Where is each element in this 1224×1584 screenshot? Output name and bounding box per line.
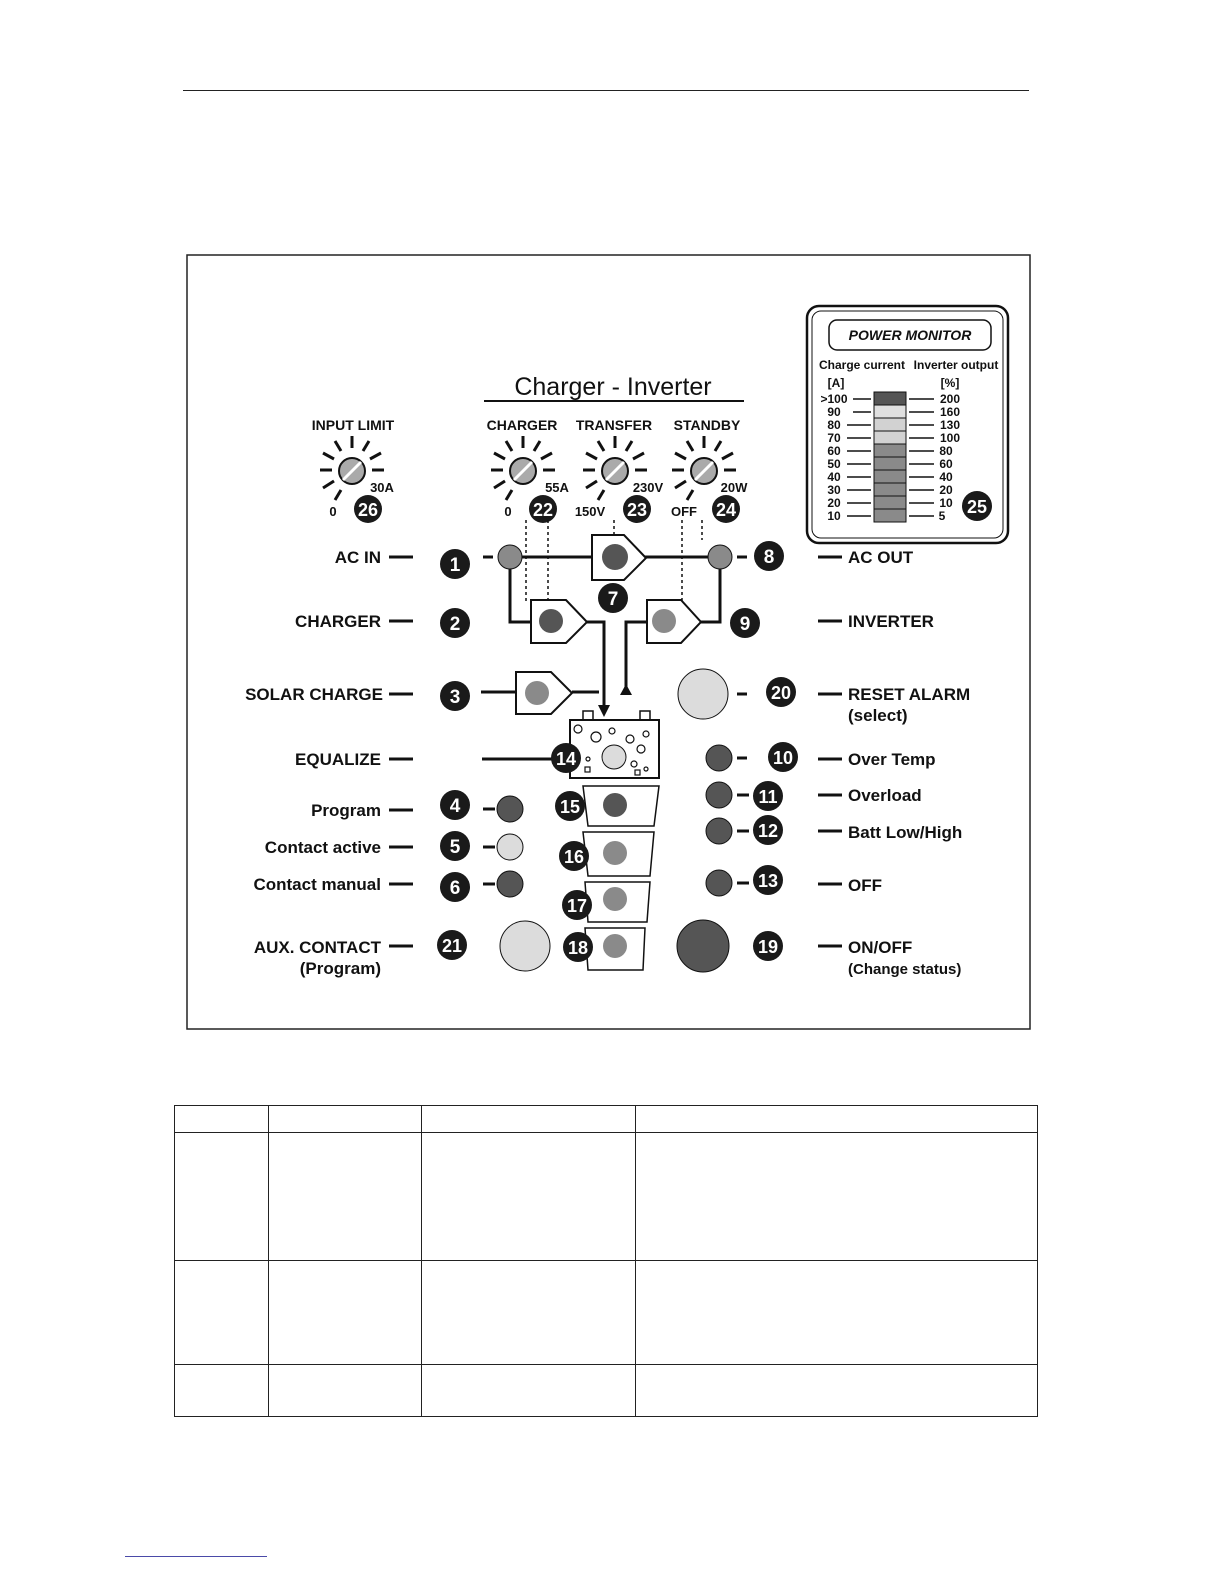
power-monitor (807, 306, 1008, 543)
pm-right-tick: 40 (939, 470, 953, 484)
led-17 (603, 887, 627, 911)
charge-current-unit: [A] (827, 376, 845, 390)
label-ac-out: AC OUT (848, 548, 914, 567)
power-monitor-title: POWER MONITOR (848, 327, 972, 343)
badge-8-text: 8 (763, 547, 775, 568)
pm-segment (874, 444, 906, 457)
pm-right-tick: 60 (939, 457, 953, 471)
table-row (175, 1365, 1038, 1417)
dial-transfer-max: 230V (632, 480, 664, 495)
label-on-off-sub: (Change status) (848, 961, 962, 978)
led-5 (497, 834, 523, 860)
label-reset-alarm: RESET ALARM (848, 685, 971, 704)
dial-transfer-min: 150V (574, 504, 606, 519)
pm-left-tick: 90 (827, 405, 841, 419)
label-ac-in: AC IN (334, 548, 381, 567)
table-cell (636, 1261, 1038, 1365)
led-10 (706, 745, 732, 771)
table-cell (421, 1106, 636, 1133)
led-16 (603, 841, 627, 865)
dial-charger-min: 0 (504, 504, 512, 519)
pm-segment (874, 418, 906, 431)
pm-left-tick: 60 (827, 444, 841, 458)
table-cell (636, 1133, 1038, 1261)
table-cell (175, 1261, 269, 1365)
badge-23-text: 23 (626, 500, 648, 520)
dial-transfer-label: TRANSFER (575, 417, 653, 433)
label-reset-alarm-sub: (select) (848, 706, 908, 725)
label-over-temp: Over Temp (848, 750, 936, 769)
led-1 (498, 545, 522, 569)
table-cell (421, 1365, 636, 1417)
charge-current-header: Charge current (818, 358, 906, 372)
pm-right-tick: 80 (939, 444, 953, 458)
label-aux-contact-sub: (Program) (299, 959, 381, 978)
table-row (175, 1133, 1038, 1261)
table-header-row (175, 1106, 1038, 1133)
badge-25-text: 25 (966, 497, 988, 517)
pm-segment (874, 405, 906, 418)
pm-right-tick: 10 (939, 496, 953, 510)
badge-22-text: 22 (532, 500, 554, 520)
table-cell (421, 1261, 636, 1365)
pm-segment (874, 483, 906, 496)
label-aux-contact: AUX. CONTACT (253, 938, 381, 957)
pm-segment (874, 470, 906, 483)
on-off-button[interactable] (677, 920, 729, 972)
pm-left-tick: 50 (827, 457, 841, 471)
table-cell (421, 1133, 636, 1261)
badge-6-text: 6 (449, 878, 461, 899)
label-inverter: INVERTER (848, 612, 934, 631)
pm-left-tick: 80 (827, 418, 841, 432)
led-15 (603, 793, 627, 817)
pm-right-tick: 200 (939, 392, 961, 406)
pm-left-tick: 30 (827, 483, 841, 497)
dial-input-limit-label: INPUT LIMIT (311, 417, 395, 433)
table-cell (175, 1106, 269, 1133)
table-cell (268, 1133, 421, 1261)
dial-standby-min: OFF (671, 504, 697, 519)
led-13 (706, 870, 732, 896)
badge-13-text: 13 (757, 871, 779, 891)
pm-left-tick: 40 (827, 470, 841, 484)
badge-15-text: 15 (559, 797, 581, 817)
dial-standby-label: STANDBY (673, 417, 741, 433)
pm-left-tick: 10 (827, 509, 841, 523)
label-contact-active: Contact active (264, 838, 381, 857)
badge-10-text: 10 (772, 748, 794, 768)
pm-segment (874, 509, 906, 522)
panel-title: Charger - Inverter (514, 373, 712, 401)
table-row (175, 1261, 1038, 1365)
led-9 (652, 609, 676, 633)
badge-2-text: 2 (449, 614, 461, 635)
dial-input-limit-min: 0 (329, 504, 337, 519)
badge-1-text: 1 (449, 555, 461, 576)
pm-left-tick: >100 (820, 392, 848, 406)
badge-3-text: 3 (449, 687, 461, 708)
led-7 (602, 544, 628, 570)
label-off: OFF (848, 876, 882, 895)
badge-14-text: 14 (555, 749, 577, 769)
label-equalize: EQUALIZE (295, 750, 381, 769)
badge-24-text: 24 (715, 500, 737, 520)
pm-right-tick: 100 (939, 431, 961, 445)
led-6 (497, 871, 523, 897)
badge-4-text: 4 (449, 796, 461, 817)
label-batt-low-high: Batt Low/High (848, 823, 963, 842)
led-2 (539, 609, 563, 633)
badge-26-text: 26 (357, 500, 379, 520)
badge-12-text: 12 (757, 821, 779, 841)
badge-9-text: 9 (739, 614, 751, 635)
pm-right-tick: 5 (938, 509, 946, 523)
table-cell (268, 1106, 421, 1133)
table-cell (636, 1365, 1038, 1417)
pm-segment (874, 496, 906, 509)
dial-input-limit-max: 30A (370, 480, 394, 495)
led-11 (706, 782, 732, 808)
dial-charger-label: CHARGER (486, 417, 558, 433)
pm-segment (874, 392, 906, 405)
badge-5-text: 5 (449, 837, 461, 858)
badge-17-text: 17 (566, 896, 588, 916)
label-charger: CHARGER (295, 612, 381, 631)
badge-7-text: 7 (607, 589, 619, 610)
table-cell (268, 1261, 421, 1365)
dial-standby-max: 20W (720, 480, 748, 495)
led-4 (497, 796, 523, 822)
aux-contact-button[interactable] (500, 921, 550, 971)
led-18 (603, 934, 627, 958)
badge-20-text: 20 (770, 683, 792, 703)
led-8 (708, 545, 732, 569)
pm-left-tick: 20 (827, 496, 841, 510)
pm-right-tick: 130 (939, 418, 961, 432)
table-cell (268, 1365, 421, 1417)
table-cell (636, 1106, 1038, 1133)
badge-11-text: 11 (758, 787, 778, 807)
footer-link-underline[interactable] (125, 1556, 267, 1557)
pm-right-tick: 160 (939, 405, 961, 419)
inverter-output-header: Inverter output (913, 358, 999, 372)
badge-19-text: 19 (757, 937, 779, 957)
pm-right-tick: 20 (939, 483, 953, 497)
dial-charger-max: 55A (545, 480, 569, 495)
label-program: Program (311, 801, 381, 820)
reset-alarm-button[interactable] (678, 669, 728, 719)
pm-left-tick: 70 (827, 431, 841, 445)
label-on-off: ON/OFF (848, 938, 913, 957)
led-3 (525, 681, 549, 705)
label-contact-manual: Contact manual (253, 875, 381, 894)
badge-21-text: 21 (441, 936, 463, 956)
badge-16-text: 16 (563, 847, 585, 867)
battery-block (570, 711, 659, 778)
table-cell (175, 1133, 269, 1261)
label-solar-charge: SOLAR CHARGE (245, 685, 383, 704)
pm-segment (874, 457, 906, 470)
led-12 (706, 818, 732, 844)
table-cell (175, 1365, 269, 1417)
label-overload: Overload (848, 786, 922, 805)
pm-segment (874, 431, 906, 444)
inverter-output-unit: [%] (940, 376, 960, 390)
badge-18-text: 18 (567, 938, 589, 958)
description-table (174, 1105, 1038, 1417)
